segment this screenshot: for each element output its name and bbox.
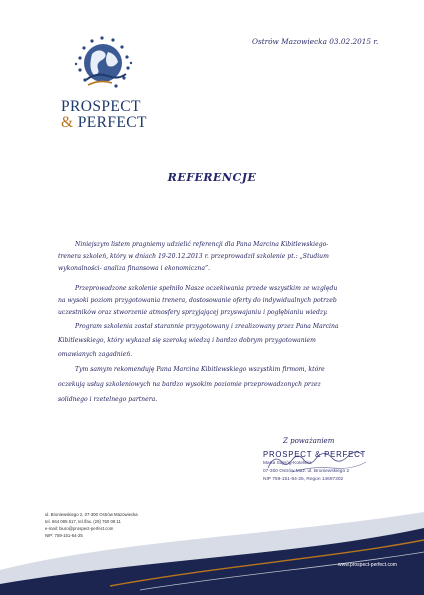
body-line: uczestników oraz stworzenie atmosfery sprzyjającej przyswajaniu i pogłębianiu wiedzy.: [58, 309, 328, 316]
letter-date: Ostrów Mazowiecka 03.02.2015 r.: [252, 37, 379, 46]
stamp-tax-id: NIP 759-151-64-25, Regon 14697302: [263, 477, 344, 482]
stamp-company-name: PROSPECT & PERFECT: [263, 450, 367, 459]
body-line: omawianych zagadnień.: [58, 351, 133, 358]
body-line: wykonalności- analiza finansowa i ekonomiczna”.: [58, 265, 211, 272]
footer-tax-id: NIP: 759-151-64-25: [45, 533, 83, 538]
footer-email: e-mail: biuro@prospect-perfect.com: [45, 526, 114, 531]
handwritten-signature: [262, 446, 374, 478]
body-line: na wysoki poziom przygotowania trenera, dostosowanie oferty do indywidualnych potrzeb: [58, 297, 337, 304]
body-line: trenera szkoleń, który w dniach 19-20.12.2013 r. przeprowadził szkolenie pt.: „Studium: [58, 253, 329, 260]
logo-text-perfect: PERFECT: [77, 114, 147, 131]
footer-website-link[interactable]: www.prospect-perfect.com: [338, 562, 397, 568]
footer-address: ul. Broniewskiego 2, 07-300 Ostrów Mazowiecka: [45, 512, 138, 517]
logo-ampersand: &: [61, 114, 74, 131]
logo-text-perfect-line: [61, 114, 147, 132]
body-line: Niniejszym listem pragniemy udzielić referencji dla Pana Marcina Kibitlewskiego-: [75, 241, 329, 248]
letter-title: REFERENCJE: [167, 171, 257, 184]
logo-text-prospect: PROSPECT: [61, 98, 141, 115]
stamp-address: 07-300 Ostrów Maz. ul. Broniewskiego 2: [263, 469, 350, 474]
footer-phone: tel. 664 085 517, tel./fax. (29) 760 08 11: [45, 519, 121, 524]
body-line: Tym samym rekomenduję Pana Marcina Kibitlewskiego wszystkim firmom, które: [75, 366, 325, 373]
body-line: oczekują usług szkoleniowych na bardzo wysokim poziomie przeprowadzonych przez: [58, 381, 321, 388]
globe-logo-icon: [68, 30, 138, 100]
closing-salutation: Z poważaniem: [283, 437, 335, 445]
body-line: Kibitlewskiego, który wykazał się szeroką wiedzą i bardzo dobrym przygotowaniem: [58, 337, 316, 344]
body-line: solidnego i rzetelnego partnera.: [58, 396, 158, 403]
body-line: Przeprowadzone szkolenie spełniło Nasze oczekiwania przede wszystkim ze względu: [75, 285, 338, 292]
stamp-signatory: Marta Sajnóg-Kotelska: [263, 461, 312, 466]
body-line: Program szkolenia został starannie przygotowany i zrealizowany przez Pana Marcina: [75, 323, 339, 330]
